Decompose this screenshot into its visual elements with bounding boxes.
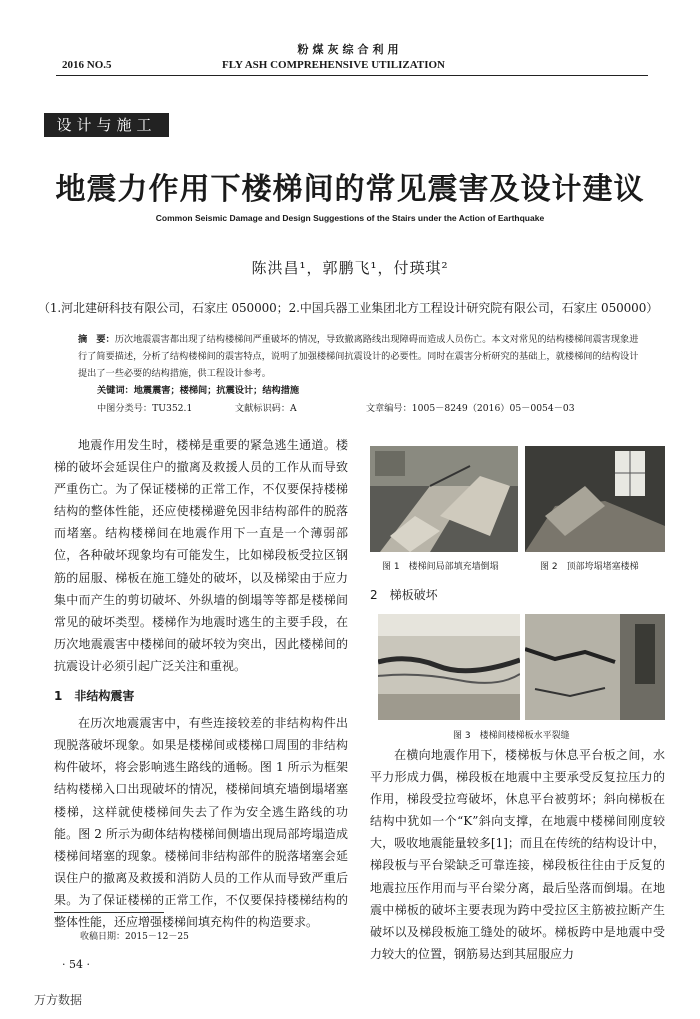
figure-3a-photo — [378, 614, 520, 720]
figure-2-photo — [525, 446, 665, 552]
section-2-paragraph: 在横向地震作用下，楼梯板与休息平台板之间，水平力形成力偶，梯段板在地震中主要承受反复拉压力的作用，梯段受拉弯破坏，休息平台被剪坏；斜向梯板在结构中犹如一个“K”斜向支撑，在地震中楼梯间刚度较大，吸收地震能量较多[1]；而且在传统的结构设计中，梯段板与平台梁缺乏可靠连接，梯段板往往由于反复的地震拉压作用而与平台梁分离，最后坠落而倒塌。在地震中梯板的破坏主要表现为跨中受拉区主筋被拉断产生破坏以及梯段板施工缝处的破坏。梯板跨中是地震中受力较大的位置，钢筋易达到其屈服应力 — [370, 748, 665, 961]
keywords — [97, 382, 299, 396]
footer-watermark: 万方数据 — [34, 993, 83, 1007]
page-number: · 54 · — [62, 958, 90, 971]
article-title-en: Common Seismic Damage and Design Suggestions of the Stairs under the Action of Earthquake — [155, 213, 545, 223]
section-2-heading: 2 梯板破坏 — [370, 588, 438, 602]
right-column — [370, 744, 665, 965]
figure-2-caption: 图 2 顶部垮塌堵塞楼梯 — [540, 562, 639, 572]
left-column — [54, 434, 348, 933]
figure-1-image — [370, 446, 518, 552]
abstract-text: 历次地震震害都出现了结构楼梯间严重破坏的情况，导致撤离路线出现障碍而造成人员伤亡。本文对常见的结构楼梯间震害现象进行了简要描述，分析了结构楼梯间的震害特点，说明了加强楼梯间抗震设计的必要性。同时在震害分析研究的基础上，就楼梯间的结构设计提出了一些必要的结构措施，供工程设计参考。 — [78, 334, 639, 379]
figure-1-photo — [370, 446, 518, 552]
header-rule — [56, 75, 648, 76]
section-1-heading: 1 非结构震害 — [54, 689, 135, 704]
doc-code: 文献标识码：A — [234, 403, 297, 414]
figure-1-caption: 图 1 楼梯间局部填充墙倒塌 — [382, 562, 499, 572]
figure-3b-image — [525, 614, 665, 720]
affiliations: （1.河北建研科技有限公司，石家庄 050000；2.中国兵器工业集团北方工程设计研究院有限公司，石家庄 050000） — [38, 301, 659, 315]
intro-paragraph: 地震作用发生时，楼梯是重要的紧急逃生通道。楼梯的破坏会延误住户的撤离及救援人员的工作从而导致严重伤亡。为了保证楼梯的正常工作，不仅要保持楼梯结构的整体性能，还应使楼梯避免因非结构部件的脱落而堵塞。结构楼梯间在地震作用下一直是一个薄弱部位，各种破坏现象均有可能发生，比如梯段板受拉区钢筋的屈服、梯板在施工缝处的破坏，以及梯梁由于应力集中而产生的剪切破坏、外纵墙的倒塌等等都是楼梯间常见的破坏类型。楼梯作为地震时逃生的主要手段，在历次地震震害中楼梯间的破坏较为突出，因此楼梯间的抗震设计必须引起广泛关注和重视。 — [54, 438, 348, 673]
figure-3-caption: 图 3 楼梯间楼梯板水平裂缝 — [453, 731, 570, 741]
clc-number: 中图分类号：TU352.1 — [97, 403, 193, 414]
article-title-cn: 地震力作用下楼梯间的常见震害及设计建议 — [55, 172, 645, 207]
received-date: 收稿日期：2015－12－25 — [80, 932, 189, 942]
article-number: 文章编号：1005－8249（2016）05－0054－03 — [365, 403, 575, 414]
section-1-paragraph: 在历次地震震害中，有些连接较差的非结构构件出现脱落破坏现象。如果是楼梯间或楼梯口周围的非结构构件破坏，将会影响逃生路线的通畅。图 1 所示为框架结构楼梯入口出现破坏的情况，楼梯间填充墙倒塌堵塞楼梯，这样就使楼梯间失去了作为安全逃生路线的功能。图 2 所示为砌体结构楼梯间侧墙出现局部垮塌造成楼梯间堵塞的现象。楼梯间非结构部件的脱落堵塞会延误住户的撤离及救援和消防人员的工作从而导致严重后果。为了保证楼梯的正常工作，不仅要保持楼梯结构的整体性能，还应增强楼梯间填充构件的构造要求。 — [54, 716, 348, 929]
figure-3b-photo — [525, 614, 665, 720]
footnote-rule — [54, 912, 164, 913]
classification-line — [97, 400, 575, 414]
abstract — [78, 331, 640, 382]
section-badge: 设计与施工 — [44, 113, 169, 137]
figure-3a-image — [378, 614, 520, 720]
keywords-text: 关键词：地震震害；楼梯间；抗震设计；结构措施 — [97, 385, 300, 396]
journal-title-cn: 粉煤灰综合利用 — [297, 43, 403, 56]
issue-label: 2016 NO.5 — [62, 59, 112, 71]
journal-title-en: FLY ASH COMPREHENSIVE UTILIZATION — [222, 59, 446, 71]
authors: 陈洪昌¹，郭鹏飞¹，付瑛琪² — [251, 259, 449, 277]
figure-2-image — [525, 446, 665, 552]
abstract-label: 摘 要： — [78, 334, 115, 345]
